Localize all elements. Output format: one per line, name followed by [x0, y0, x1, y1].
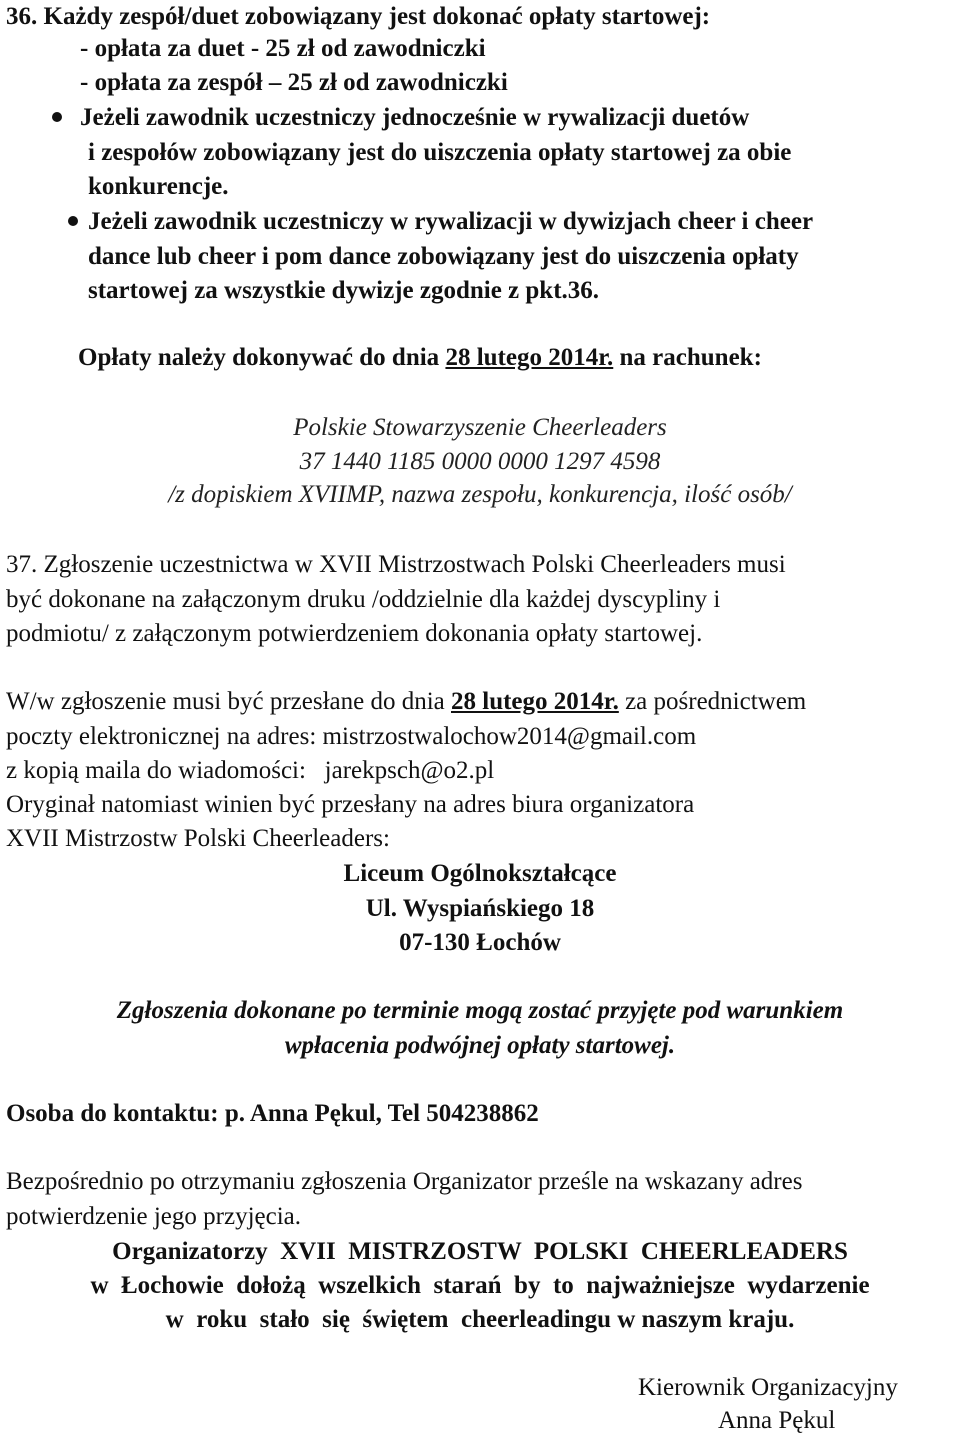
signature-title: Kierownik Organizacyjny — [638, 1374, 898, 1401]
bullet1-line3: konkurencje. — [88, 173, 229, 200]
send-date: 28 lutego 2014r. — [451, 688, 619, 715]
fee-duet: - opłata za duet - 25 zł od zawodniczki — [80, 35, 486, 62]
payment-pre: Opłaty należy dokonywać do dnia — [78, 344, 446, 371]
contact-person: Osoba do kontaktu: p. Anna Pękul, Tel 504238862 — [6, 1100, 539, 1127]
s37-line1: 37. Zgłoszenie uczestnictwa w XVII Mistrzostwach Polski Cheerleaders musi — [6, 551, 786, 578]
late-notice-line1: Zgłoszenia dokonane po terminie mogą zostać przyjęte pod warunkiem — [116, 997, 844, 1024]
bullet2-line2: dance lub cheer i pom dance zobowiązany jest do uiszczenia opłaty — [88, 243, 799, 270]
address-street: Ul. Wyspiańskiego 18 — [365, 895, 595, 922]
closing-line2: w Łochowie dołożą wszelkich starań by to najważniejsze wydarzenie — [90, 1272, 870, 1299]
late-notice-line2: wpłacenia podwójnej opłaty startowej. — [284, 1032, 676, 1059]
account-name: Polskie Stowarzyszenie Cheerleaders — [293, 414, 667, 441]
send-post: za pośrednictwem — [618, 688, 807, 715]
s37-line3: podmiotu/ z załączonym potwierdzeniem dokonania opłaty startowej. — [6, 620, 703, 647]
bullet2-line1: Jeżeli zawodnik uczestniczy w rywalizacji w dywizjach cheer i cheer — [88, 208, 814, 235]
send-pre: W/w zgłoszenie musi być przesłane do dnia — [6, 688, 451, 715]
s37-line2: być dokonane na załączonym druku /oddzielnie dla każdej dyscypliny i — [6, 586, 721, 613]
bullet1-line2: i zespołów zobowiązany jest do uiszczenia opłaty startowej za obie — [88, 139, 792, 166]
original-line: Oryginał natomiast winien być przesłany na adres biura organizatora — [6, 791, 695, 818]
address-city: 07-130 Łochów — [399, 929, 561, 956]
send-deadline — [6, 687, 806, 717]
copy-line: z kopią maila do wiadomości: jarekpsch@o2.pl — [6, 757, 495, 784]
fee-team: - opłata za zespół – 25 zł od zawodniczki — [80, 69, 508, 96]
bullet-icon — [52, 112, 62, 122]
closing-line3: w roku stało się świętem cheerleadingu w naszym kraju. — [165, 1306, 795, 1333]
account-number: 37 1440 1185 0000 0000 1297 4598 — [299, 448, 661, 475]
organizer-line: XVII Mistrzostw Polski Cheerleaders: — [6, 825, 390, 852]
payment-date: 28 lutego 2014r. — [445, 344, 614, 371]
bullet1-line1: Jeżeli zawodnik uczestniczy jednocześnie w rywalizacji duetów — [80, 104, 750, 131]
payment-post: na rachunek: — [613, 344, 762, 371]
bullet-icon — [68, 216, 78, 226]
signature-name: Anna Pękul — [718, 1407, 836, 1434]
bullet2-line3: startowej za wszystkie dywizje zgodnie z pkt.36. — [88, 277, 600, 304]
closing-line1: Organizatorzy XVII MISTRZOSTW POLSKI CHEERLEADERS — [112, 1238, 848, 1265]
address-school: Liceum Ogólnokształcące — [343, 860, 617, 887]
email-line: poczty elektronicznej na adres: mistrzostwalochow2014@gmail.com — [6, 723, 697, 750]
section-number: 36. — [6, 3, 38, 30]
confirmation-line2: potwierdzenie jego przyjęcia. — [6, 1203, 301, 1230]
account-note: /z dopiskiem XVIIMP, nazwa zespołu, konkurencja, ilość osób/ — [168, 481, 792, 508]
confirmation-line1: Bezpośrednio po otrzymaniu zgłoszenia Organizator prześle na wskazany adres — [6, 1168, 803, 1195]
section-36-heading — [6, 2, 710, 32]
payment-deadline — [78, 343, 762, 373]
section-heading-text: Każdy zespół/duet zobowiązany jest dokonać opłaty startowej: — [43, 3, 711, 30]
